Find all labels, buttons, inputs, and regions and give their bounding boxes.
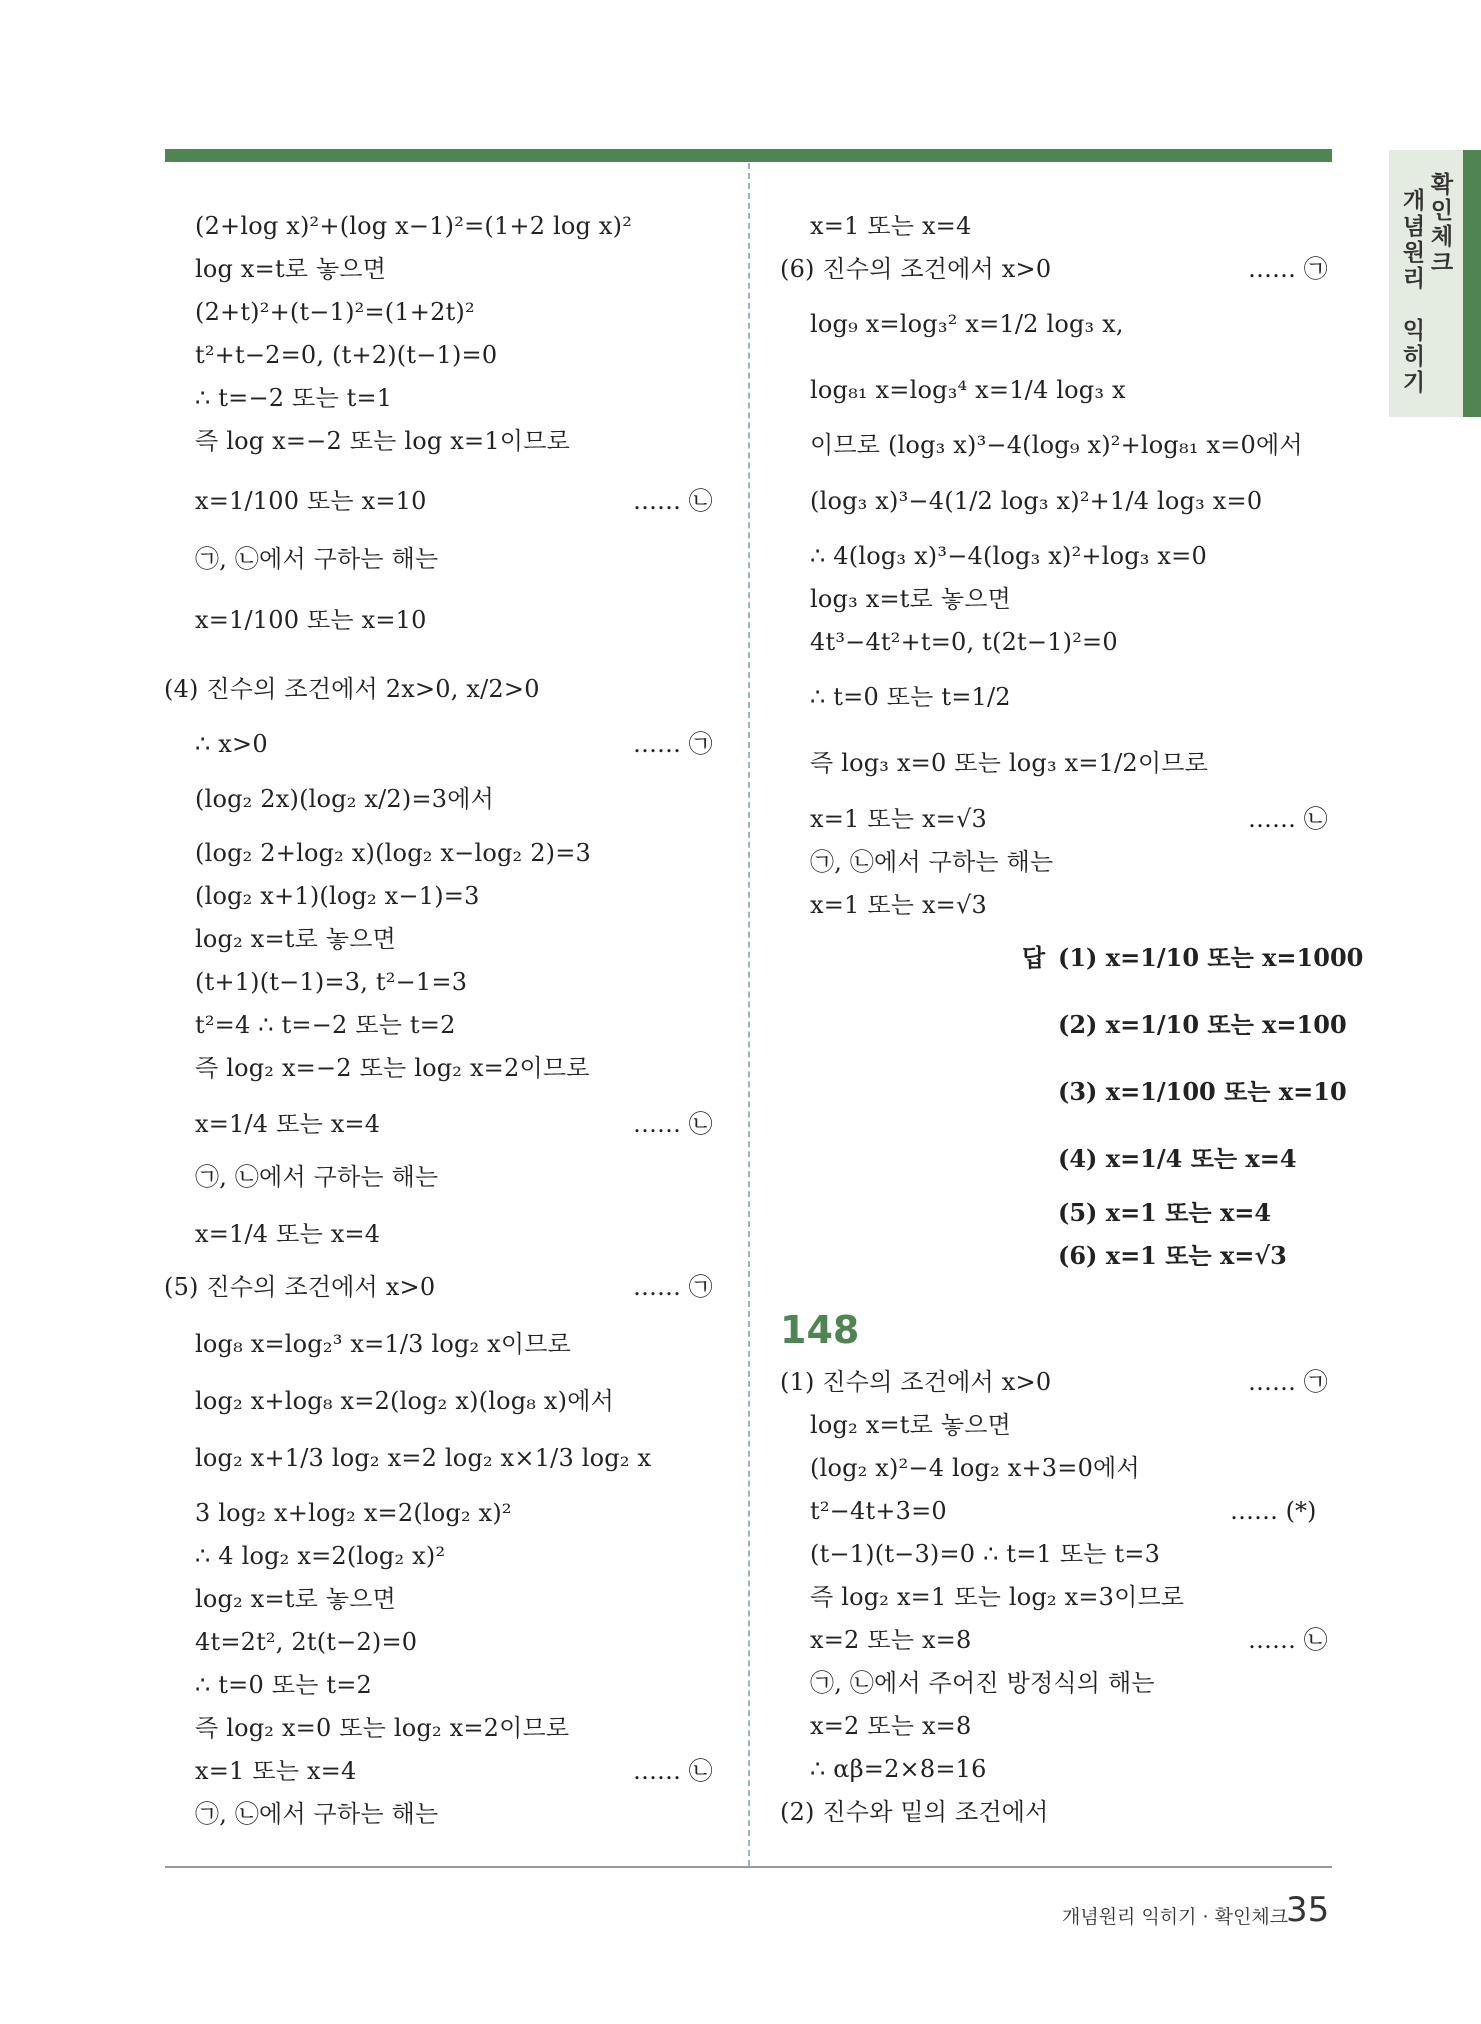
problem-number: 148 [780, 1308, 860, 1352]
equation-marker: …… ㉡ [633, 1757, 713, 1785]
solution-line: 즉 log x=−2 또는 log x=1이므로 [195, 427, 570, 455]
solution-line: 3 log₂ x+log₂ x=2(log₂ x)² [195, 1499, 512, 1527]
solution-line: (t+1)(t−1)=3, t²−1=3 [195, 968, 468, 996]
equation-marker: …… ㉡ [633, 1110, 713, 1138]
equation-marker: …… ㉡ [1248, 805, 1328, 833]
solution-line: ㉠, ㉡에서 구하는 해는 [195, 545, 439, 573]
solution-line: 이므로 (log₃ x)³−4(log₉ x)²+log₈₁ x=0에서 [810, 431, 1303, 459]
column-divider [748, 163, 750, 1866]
solution-line: ∴ αβ=2×8=16 [810, 1755, 987, 1783]
solution-line: (log₂ x)²−4 log₂ x+3=0에서 [810, 1454, 1140, 1482]
solution-line: x=1/4 또는 x=4 [195, 1220, 381, 1248]
solution-line: log₈ x=log₂³ x=1/3 log₂ x이므로 [195, 1330, 572, 1358]
section-side-tab [1389, 150, 1481, 417]
solution-line: 4t³−4t²+t=0, t(2t−1)²=0 [810, 628, 1118, 656]
answer-label: 답 [1022, 943, 1046, 972]
solution-line: ㉠, ㉡에서 주어진 방정식의 해는 [810, 1669, 1155, 1697]
equation-marker: …… ㉠ [633, 730, 713, 758]
footer-section-title: 개념원리 익히기 · 확인체크 [1062, 1906, 1289, 1928]
bottom-rule [165, 1866, 1332, 1868]
solution-line: 즉 log₂ x=1 또는 log₂ x=3이므로 [810, 1583, 1185, 1611]
solution-line: 즉 log₂ x=0 또는 log₂ x=2이므로 [195, 1714, 570, 1742]
solution-line: (2+t)²+(t−1)²=(1+2t)² [195, 298, 475, 326]
solution-line: log₃ x=t로 놓으면 [810, 585, 1011, 613]
solution-line: 즉 log₃ x=0 또는 log₃ x=1/2이므로 [810, 749, 1209, 777]
solution-line: x=2 또는 x=8 [810, 1626, 972, 1654]
solution-line: 4t=2t², 2t(t−2)=0 [195, 1628, 418, 1656]
solution-line: x=1 또는 x=4 [195, 1757, 357, 1785]
page-number: 35 [1286, 1890, 1330, 1930]
solution-line: x=1/100 또는 x=10 [195, 606, 427, 634]
side-tab-label-concept: 개 념 원 리 익 히 기 [1402, 188, 1426, 396]
equation-marker: …… ㉠ [633, 1273, 713, 1301]
solution-line: x=1 또는 x=√3 [810, 805, 987, 833]
solution-line: (2+log x)²+(log x−1)²=(1+2 log x)² [195, 212, 633, 240]
solution-line: log₉ x=log₃² x=1/2 log₃ x, [810, 310, 1124, 338]
side-tab-stripe [1463, 150, 1481, 417]
solution-line: log₂ x+log₈ x=2(log₂ x)(log₈ x)에서 [195, 1387, 615, 1415]
answer-item: (2) x=1/10 또는 x=100 [1058, 1010, 1347, 1039]
solution-line: (log₂ 2+log₂ x)(log₂ x−log₂ 2)=3 [195, 839, 592, 867]
solution-line: ∴ 4(log₃ x)³−4(log₃ x)²+log₃ x=0 [810, 542, 1207, 570]
equation-marker: …… ㉠ [1248, 1368, 1328, 1396]
solution-line: (1) 진수의 조건에서 x>0 [780, 1368, 1052, 1396]
equation-marker: …… ㉡ [633, 487, 713, 515]
equation-marker: …… ㉡ [1248, 1626, 1328, 1654]
solution-line: log₂ x=t로 놓으면 [810, 1411, 1011, 1439]
solution-line: (6) 진수의 조건에서 x>0 [780, 255, 1052, 283]
solution-line: (2) 진수와 밑의 조건에서 [780, 1798, 1049, 1826]
solution-line: x=1 또는 x=√3 [810, 891, 987, 919]
solution-line: log x=t로 놓으면 [195, 255, 387, 283]
solution-line: (4) 진수의 조건에서 2x>0, x/2>0 [164, 675, 540, 703]
solution-line: x=1 또는 x=4 [810, 212, 972, 240]
solution-line: 즉 log₂ x=−2 또는 log₂ x=2이므로 [195, 1054, 590, 1082]
solution-line: (log₃ x)³−4(1/2 log₃ x)²+1/4 log₃ x=0 [810, 487, 1263, 515]
equation-marker: …… ㉠ [1248, 255, 1328, 283]
answer-item: (1) x=1/10 또는 x=1000 [1058, 943, 1364, 972]
solution-line: (t−1)(t−3)=0 ∴ t=1 또는 t=3 [810, 1540, 1161, 1568]
solution-line: log₈₁ x=log₃⁴ x=1/4 log₃ x [810, 376, 1126, 404]
answer-item: (5) x=1 또는 x=4 [1058, 1198, 1272, 1227]
solution-line: t²+t−2=0, (t+2)(t−1)=0 [195, 341, 498, 369]
solution-line: x=1/100 또는 x=10 [195, 487, 427, 515]
solution-line: ∴ x>0 [195, 730, 268, 758]
solution-line: log₂ x=t로 놓으면 [195, 1585, 396, 1613]
solution-line: t²=4 ∴ t=−2 또는 t=2 [195, 1011, 456, 1039]
side-tab-label-check: 확 인 체 크 [1430, 172, 1454, 276]
solution-line: log₂ x=t로 놓으면 [195, 925, 396, 953]
solution-line: t²−4t+3=0 [810, 1497, 947, 1525]
solution-line: ㉠, ㉡에서 구하는 해는 [195, 1163, 439, 1191]
solution-line: ㉠, ㉡에서 구하는 해는 [810, 848, 1054, 876]
solution-line: ∴ t=0 또는 t=2 [195, 1671, 372, 1699]
solution-line: ∴ 4 log₂ x=2(log₂ x)² [195, 1542, 446, 1570]
solution-line: ∴ t=0 또는 t=1/2 [810, 683, 1011, 711]
solution-line: (5) 진수의 조건에서 x>0 [164, 1273, 436, 1301]
solution-line: ∴ t=−2 또는 t=1 [195, 384, 393, 412]
equation-marker: …… (*) [1230, 1497, 1317, 1525]
answer-item: (3) x=1/100 또는 x=10 [1058, 1077, 1347, 1106]
solution-line: (log₂ 2x)(log₂ x/2)=3에서 [195, 785, 494, 813]
solution-line: ㉠, ㉡에서 구하는 해는 [195, 1800, 439, 1828]
answer-item: (6) x=1 또는 x=√3 [1058, 1241, 1287, 1270]
solution-line: x=2 또는 x=8 [810, 1712, 972, 1740]
solution-line: x=1/4 또는 x=4 [195, 1110, 381, 1138]
solution-line: (log₂ x+1)(log₂ x−1)=3 [195, 882, 480, 910]
top-rule [165, 149, 1332, 162]
solution-line: log₂ x+1/3 log₂ x=2 log₂ x×1/3 log₂ x [195, 1444, 652, 1472]
answer-item: (4) x=1/4 또는 x=4 [1058, 1144, 1297, 1173]
